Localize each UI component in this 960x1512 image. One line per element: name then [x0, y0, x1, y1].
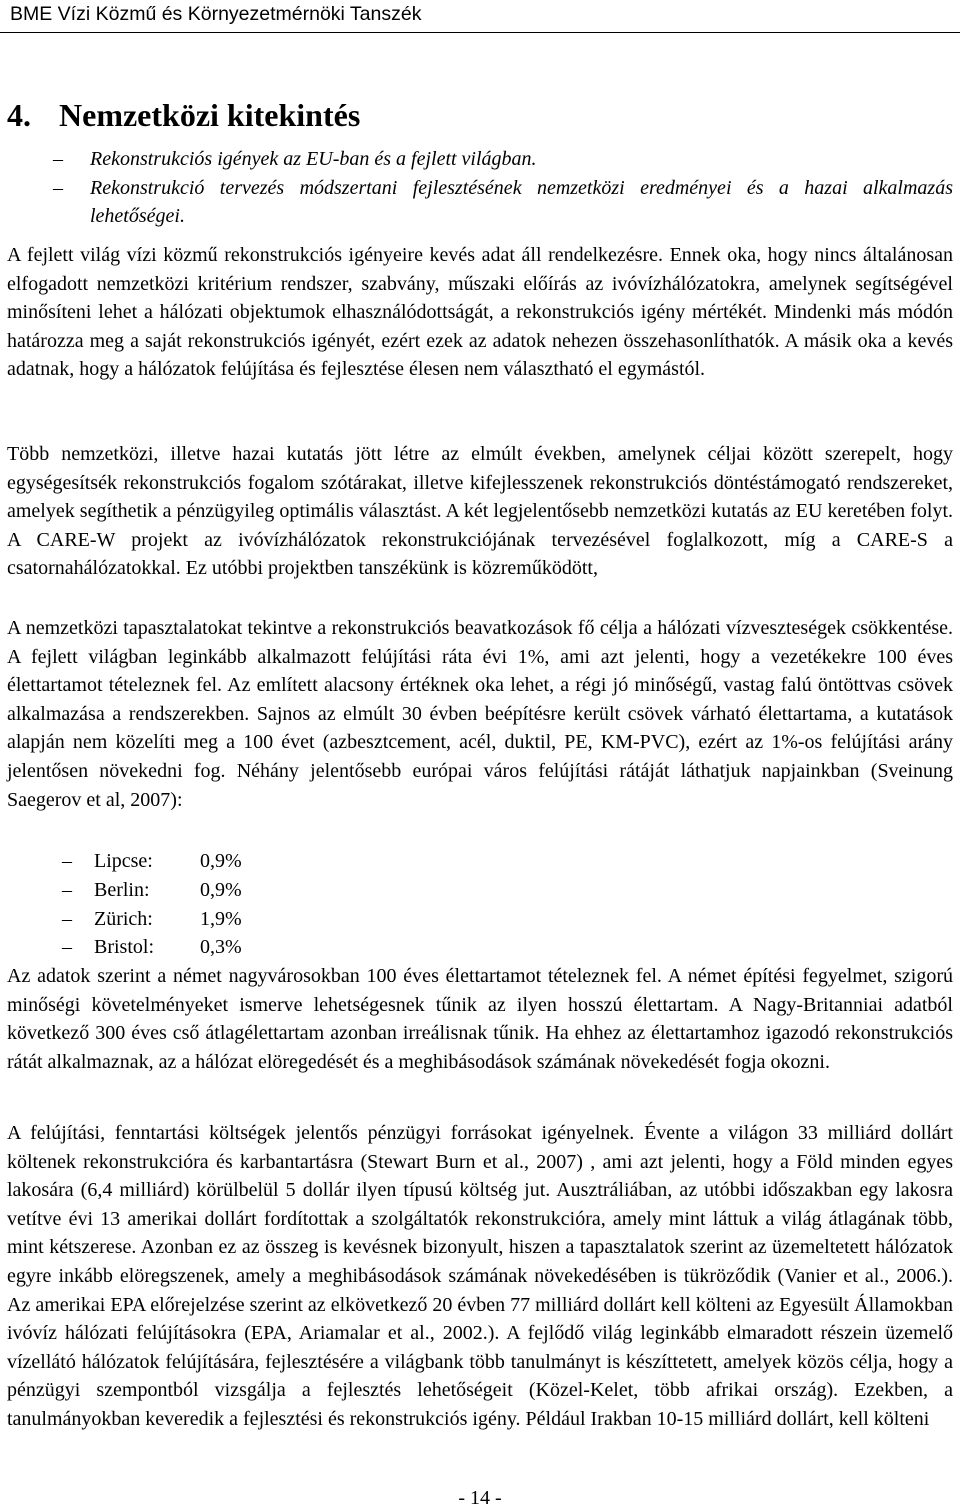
list-dash: –: [62, 878, 72, 901]
paragraph-text: Több nemzetközi, illetve hazai kutatás jött létre az elmúlt években, amelynek céljai között szerepelt, hogy egységesítsék rekonstrukciós fogalom szótárakat, illetve kifejlesszenek rekonstrukciós döntéstámogató rendszereket, amelyek segíthetik a pénzügyileg optimális választást. A két legjelentősebb nemzetközi kutatás az EU keretében folyt. A CARE-W projekt az ivóvízhálózatok rekonstrukciójának tervezésével foglalkozott, míg a CARE-S a csatornahálózatokkal. Ez utóbbi projektben tanszékünk is közreműködött,: [7, 443, 953, 580]
paragraph-data-availability: [7, 241, 953, 384]
header-rule: [0, 32, 960, 33]
renewal-rate: 0,3%: [200, 936, 242, 959]
renewal-rate: 0,9%: [200, 878, 242, 901]
paragraph-international-experience: [7, 614, 953, 814]
city-name: Lipcse:: [94, 850, 153, 872]
list-dash: –: [62, 850, 72, 872]
paragraph-text: Az adatok szerint a német nagyvárosokban 100 éves élettartamot tételeznek fel. A német építési fegyelmet, szigorú minőségi követelményeket ismerve lehetségesnek tűnik az ilyen hosszú élettartam. A Nagy-Britanniai adatból következő 300 éves cső átlagélettartam azonban irreálisnak tűnik. Ha ehhez az élettartamhoz igazodó rekonstrukciós rátát alkalmaznak, az a hálózat elöregedését és a meghibásodások számának növekedését fogja okozni.: [7, 965, 953, 1073]
city-name: Zürich:: [94, 907, 153, 930]
objective-item: – Rekonstrukciós igények az EU-ban és a fejlett világban.: [53, 145, 953, 174]
city-name: Bristol:: [94, 936, 155, 959]
paragraph-german-data: [7, 962, 953, 1076]
list-item: [62, 933, 280, 962]
objective-item: – Rekonstrukció tervezés módszertani fejlesztésének nemzetközi eredményei és a hazai alkalmazás lehetőségei.: [53, 174, 953, 231]
renewal-rate: 1,9%: [200, 907, 242, 930]
list-dash: –: [62, 907, 72, 930]
paragraph-text: A fejlett világ vízi közmű rekonstrukciós igényeire kevés adat áll rendelkezésre. Ennek oka, hogy nincs általánosan elfogadott nemzetközi kritérium rendszer, szabvány, műszaki előírás az ivóvízhálózatokra, amelynek segítségével minősíteni lehet a hálózati objektumok elhasználódottságát, a rekonstrukciós igény mértékét. Mindenki más módón határozza meg a saját rekonstrukciós igényét, ezért ezek az adatok nehezen összehasonlíthatók. A másik oka a kevés adatnak, hogy a hálózatok felújítása és fejlesztése élesen nem választható el egymástól.: [7, 244, 953, 381]
paragraph-costs: [7, 1119, 953, 1434]
city-name: Berlin:: [94, 878, 150, 901]
chapter-number: 4.: [7, 97, 31, 133]
running-header: BME Vízi Közmű és Környezetmérnöki Tanszék: [10, 3, 422, 25]
renewal-rate-list: [62, 847, 280, 962]
list-item: [62, 905, 280, 934]
paragraph-text: A felújítási, fenntartási költségek jelentős pénzügyi forrásokat igényelnek. Évente a világon 33 milliárd dollárt költenek rekonstrukcióra és karbantartásra (Stewart Burn et al., 2007) , ami azt jelenti, hogy a Föld minden egyes lakosára (6,4 milliárd) körülbelül 5 dollár ilyen típusú költség jut. Ausztráliában, az utóbbi időszakban egy lakosra vetítve évi 13 amerikai dollárt fordítottak a szolgáltatók rekonstrukcióra, amely mint láttuk a világ átlagának több, mint kétszerese. Azonban ez az összeg is kevésnek bizonyult, hiszen a tapasztalatok szerint az üzemeltetett hálózatok egyre inkább elöregszenek, amely a meghibásodások számának növekedésében is tükröződik (Vanier et al., 2006.). Az amerikai EPA előrejelzése szerint az elkövetkező 20 évben 77 milliárd dollárt kell költeni az Egyesült Államokban ivóvíz hálózati felújításokra (EPA, Ariamalar et al., 2002.). A fejlődő világ leginkább elmaradott részein üzemelő vízellátó hálózatok felújítására, fejlesztésére a világbank több tanulmányt is készíttetett, amelyek közös célja, hogy a pénzügyi szempontból vizsgálja a fejlesztés lehetőségeit (Közel-Kelet, több afrikai ország). Ezekben, a tanulmányokban keveredik a fejlesztési és rekonstrukciós igény. Például Irakban 10-15 milliárd dollárt, kell költeni: [7, 1122, 953, 1430]
list-dash: –: [62, 936, 72, 959]
page-number: - 14 -: [458, 1487, 502, 1509]
chapter-objectives-list: [53, 145, 953, 231]
list-item: [62, 847, 280, 876]
paragraph-research-projects: [7, 440, 953, 583]
renewal-rate: 0,9%: [200, 850, 242, 872]
list-item: [62, 876, 280, 905]
chapter-title: [7, 95, 360, 135]
paragraph-text: A nemzetközi tapasztalatokat tekintve a rekonstrukciós beavatkozások fő célja a hálózati vízveszteségek csökkentése. A fejlett világban leginkább alkalmazott felújítási ráta évi 1%, ami azt jelenti, hogy a vezetékekre 100 éves élettartamot tételeznek fel. Az említett alacsony értéknek oka lehet, a régi jó minőségű, vastag falú öntöttvas csövek alkalmazása a rendszerekben. Sajnos az elmúlt 30 évben beépítésre került csövek várható élettartama, a kutatások alapján nem közelíti meg a 100 évet (azbesztcement, acél, duktil, PE, KM-PVC), ezért az 1%-os felújítási arány jelentősen növekedni fog. Néhány jelentősebb európai város felújítási rátáját láthatjuk napjainkban (Sveinung Saegerov et al, 2007):: [7, 617, 953, 811]
chapter-title-text: Nemzetközi kitekintés: [59, 97, 361, 133]
